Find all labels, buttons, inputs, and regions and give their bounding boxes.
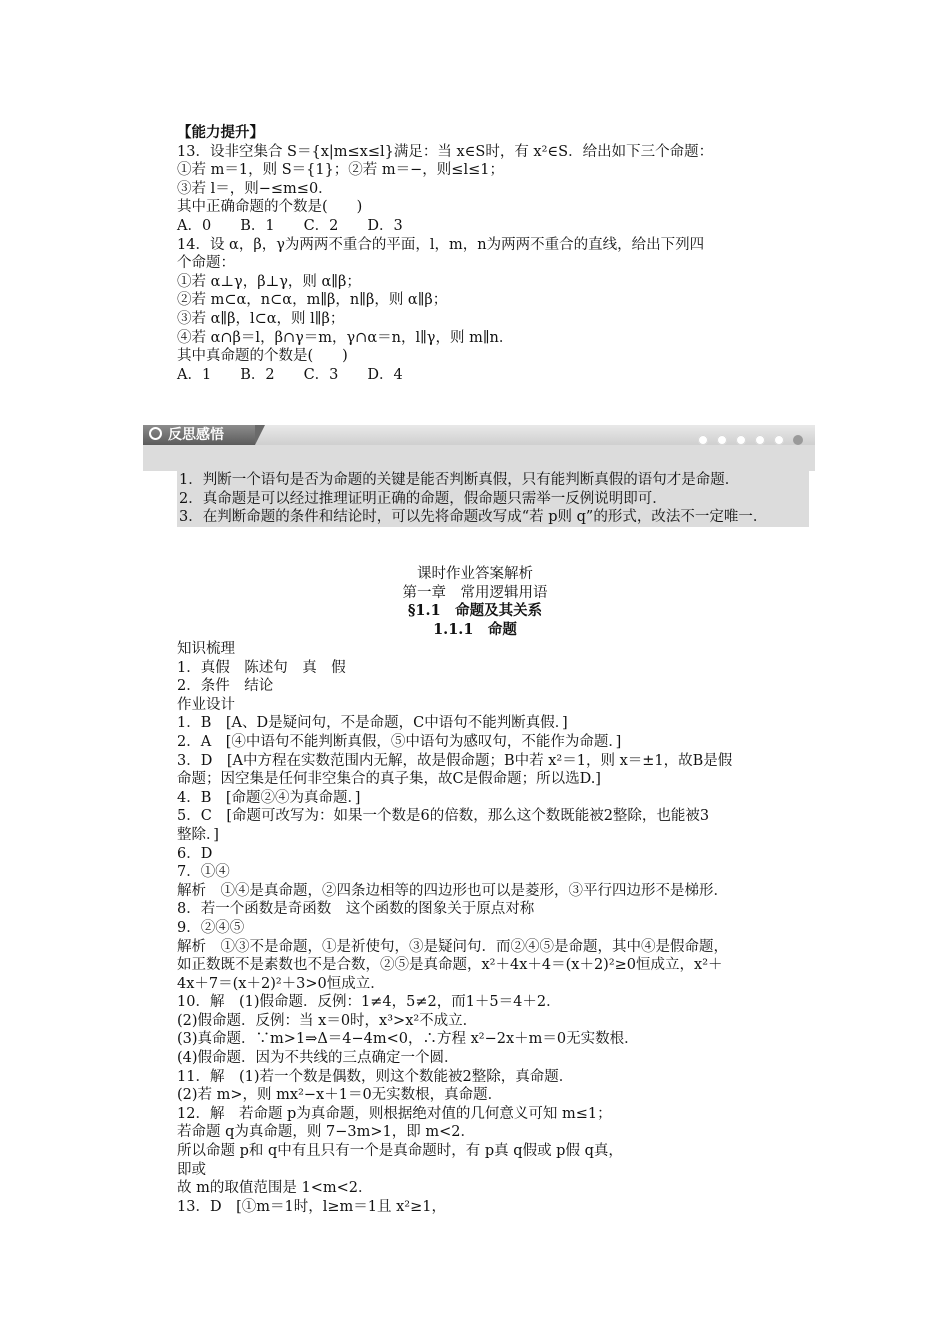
answer-line: 4．B [命题②④为真命题．] [177, 789, 361, 806]
answer-line: 如正数既不是素数也不是合数，②⑤是真命题，x²＋4x＋4＝(x＋2)²≥0恒成立，x²＋ [177, 957, 723, 974]
answer-line: 命题；因空集是任何非空集合的真子集，故C是假命题；所以选D.] [177, 771, 601, 788]
reflection-title-text: 反思感悟 [168, 427, 224, 443]
ability-line: ④若 α∩β＝l，β∩γ＝m，γ∩α＝n，l∥γ，则 m∥n． [177, 329, 514, 346]
banner-tab [255, 425, 265, 445]
answer-line: 2．条件 结论 [177, 678, 274, 695]
reflection-item: 1．判断一个语句是否为命题的关键是能否判断真假，只有能判断真假的语句才是命题． [179, 472, 740, 488]
answer-line: (4)假命题．因为不共线的三点确定一个圆． [177, 1050, 459, 1067]
answer-line: 7．①④ [177, 864, 230, 881]
reflection-title [143, 425, 255, 445]
ring-icon [149, 427, 162, 440]
answer-line: 即或 [177, 1161, 206, 1178]
answer-line: 6．D [177, 845, 213, 862]
ability-section [177, 124, 817, 384]
answers-body [177, 640, 817, 1216]
dot-icon [736, 435, 746, 445]
dot-icon [755, 435, 765, 445]
answer-line: 4x＋7＝(x＋2)²＋3>0恒成立． [177, 975, 385, 992]
ability-line: ①若 α⊥γ，β⊥γ，则 α∥β； [177, 273, 361, 290]
answer-line: 9．②④⑤ [177, 919, 245, 936]
answer-line: 整除．] [177, 826, 219, 843]
answer-line: 解析 ①③不是命题，①是祈使句，③是疑问句．而②④⑤是命题，其中④是假命题， [177, 938, 728, 955]
ability-lines [177, 143, 817, 385]
ability-heading: 【能力提升】 [177, 124, 264, 141]
answer-line: 11．解 (1)若一个数是偶数，则这个数能被2整除，真命题． [177, 1068, 574, 1085]
answer-line: 2．A [④中语句不能判断真假，⑤中语句为感叹句，不能作为命题．] [177, 733, 622, 750]
ability-line: 14．设 α，β，γ为两两不重合的平面，l，m，n为两两不重合的直线，给出下列四 [177, 236, 705, 253]
dot-icon [793, 435, 803, 445]
ability-line: A．0 B．1 C．2 D．3 [177, 217, 403, 234]
answer-line: (3)真命题．∵m>1⇒Δ＝4−4m<0，∴方程 x²−2x＋m＝0无实数根． [177, 1031, 639, 1048]
ability-line: ①若 m＝1，则 S＝{1}；②若 m＝−，则≤l≤1； [177, 162, 504, 179]
subsection-title: 1.1.1 命题 [433, 620, 517, 638]
banner-body [143, 445, 815, 471]
answer-line: (2)若 m>，则 mx²−x＋1＝0无实数根，真命题． [177, 1087, 503, 1104]
answer-line: 所以命题 p和 q中有且只有一个是真命题时，有 p真 q假或 p假 q真， [177, 1143, 623, 1160]
answer-line: 12．解 若命题 p为真命题，则根据绝对值的几何意义可知 m≤1； [177, 1105, 612, 1122]
reflection-content [177, 471, 809, 527]
answer-line: 5．C [命题可改写为：如果一个数是6的倍数，那么这个数既能被2整除，也能被3 [177, 808, 710, 825]
ability-line: 13．设非空集合 S＝{x|m≤x≤l}满足：当 x∈S时，有 x²∈S．给出如下三个命题： [177, 143, 714, 160]
answer-line: (2)假命题．反例：当 x＝0时，x³>x²不成立． [177, 1012, 478, 1029]
ability-line: ②若 m⊂α，n⊂α，m∥β，n∥β，则 α∥β； [177, 292, 448, 309]
ability-line: 个命题： [177, 255, 235, 272]
answer-line: 3．D [A中方程在实数范围内无解，故是假命题；B中若 x²＝1，则 x＝±1，故B是假 [177, 752, 733, 769]
answer-line: 10．解 (1)假命题．反例：1≠4，5≠2，而1＋5＝4＋2． [177, 994, 561, 1011]
answer-line: 作业设计 [177, 696, 235, 713]
ability-line: 其中正确命题的个数是( ) [177, 199, 363, 216]
answer-line: 1．真假 陈述句 真 假 [177, 659, 346, 676]
ability-line: A．1 B．2 C．3 D．4 [177, 366, 403, 383]
ability-line: ③若 l＝，则−≤m≤0． [177, 180, 333, 197]
answer-line: 若命题 q为真命题，则 7−3m>1，即 m<2． [177, 1124, 475, 1141]
reflection-banner [143, 425, 815, 471]
ability-line: 其中真命题的个数是( ) [177, 348, 348, 365]
answer-line: 知识梳理 [177, 641, 235, 657]
answer-line: 1．B [A、D是疑问句，不是命题，C中语句不能判断真假．] [177, 715, 568, 732]
dot-icon [717, 435, 727, 445]
dot-icon [698, 435, 708, 445]
section-title: §1.1 命题及其关系 [407, 602, 543, 620]
answer-line: 8．若一个函数是奇函数 这个函数的图象关于原点对称 [177, 901, 535, 918]
chapter-title: 第一章 常用逻辑用语 [402, 584, 548, 601]
dot-icon [774, 435, 784, 445]
answer-line: 13．D [①m＝1时，l≥m＝1且 x²≥1， [177, 1198, 446, 1215]
reflection-item: 3．在判断命题的条件和结论时，可以先将命题改写成“若 p则 q”的形式，改法不一定唯一． [179, 509, 768, 526]
answers-header [125, 565, 825, 639]
reflection-item: 2．真命题是可以经过推理证明正确的命题，假命题只需举一反例说明即可． [179, 490, 667, 507]
answer-line: 故 m的取值范围是 1<m<2． [177, 1180, 373, 1197]
answers-title: 课时作业答案解析 [417, 566, 533, 582]
ability-line: ③若 α∥β，l⊂α，则 l∥β； [177, 310, 345, 327]
answer-line: 解析 ①④是真命题，②四条边相等的四边形也可以是菱形，③平行四边形不是梯形． [177, 882, 728, 899]
